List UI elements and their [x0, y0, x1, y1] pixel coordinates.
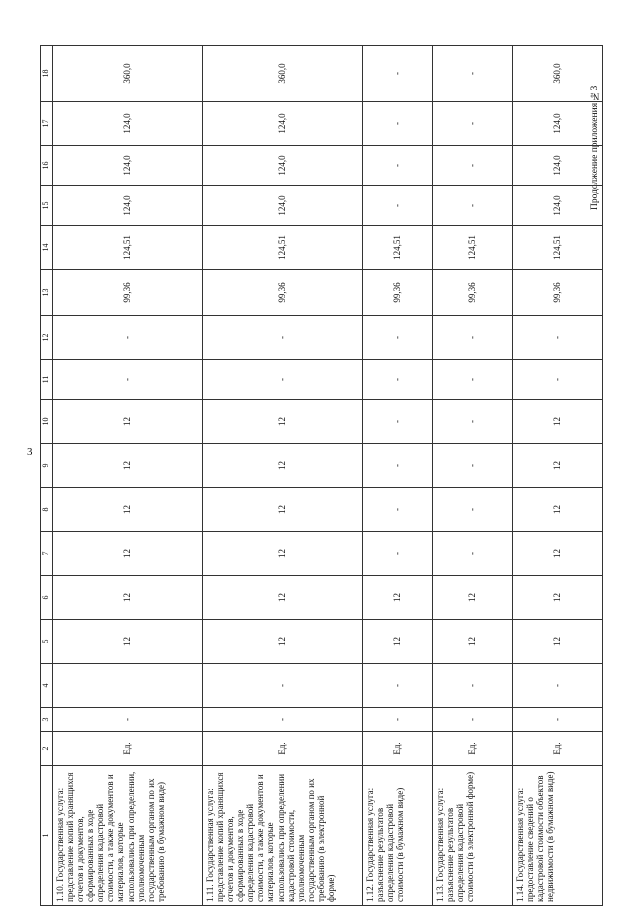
value-cell: 124,0 — [513, 186, 603, 226]
value-cell: 12 — [203, 444, 363, 488]
column-number: 5 — [41, 620, 53, 664]
value-cell: - — [433, 360, 513, 400]
value-cell: 12 — [433, 576, 513, 620]
value-cell: Ед. — [203, 732, 363, 766]
value-cell: - — [53, 360, 203, 400]
value-cell: 99,36 — [363, 270, 433, 316]
value-cell: - — [513, 708, 603, 732]
value-cell: 360,0 — [203, 46, 363, 102]
table-row — [363, 46, 433, 906]
value-cell: 12 — [513, 620, 603, 664]
value-cell: 124,51 — [363, 226, 433, 270]
value-cell: - — [203, 316, 363, 360]
value-cell: Ед. — [513, 732, 603, 766]
column-number: 14 — [41, 226, 53, 270]
value-cell: - — [433, 488, 513, 532]
value-cell: - — [363, 400, 433, 444]
value-cell: - — [433, 444, 513, 488]
value-cell: 360,0 — [53, 46, 203, 102]
value-cell: 12 — [203, 532, 363, 576]
column-number: 13 — [41, 270, 53, 316]
value-cell: - — [203, 664, 363, 708]
column-number: 3 — [41, 708, 53, 732]
services-table — [40, 45, 603, 906]
value-cell: - — [363, 146, 433, 186]
value-cell: - — [363, 488, 433, 532]
column-number: 18 — [41, 46, 53, 102]
rotated-table-wrapper — [40, 46, 600, 906]
value-cell: 12 — [53, 488, 203, 532]
value-cell: Ед. — [53, 732, 203, 766]
value-cell: 12 — [513, 576, 603, 620]
value-cell: 12 — [53, 444, 203, 488]
column-number: 8 — [41, 488, 53, 532]
value-cell: 12 — [363, 576, 433, 620]
column-number: 17 — [41, 102, 53, 146]
value-cell: - — [433, 102, 513, 146]
page-number: 3 — [27, 446, 33, 458]
column-number: 15 — [41, 186, 53, 226]
table-row — [203, 46, 363, 906]
value-cell: - — [203, 360, 363, 400]
value-cell: - — [433, 146, 513, 186]
column-number: 11 — [41, 360, 53, 400]
value-cell: 99,36 — [203, 270, 363, 316]
value-cell: 12 — [433, 620, 513, 664]
column-number: 16 — [41, 146, 53, 186]
value-cell: Ед. — [433, 732, 513, 766]
value-cell: - — [433, 400, 513, 444]
value-cell: - — [363, 360, 433, 400]
column-number: 4 — [41, 664, 53, 708]
value-cell: 124,51 — [513, 226, 603, 270]
value-cell: 124,51 — [203, 226, 363, 270]
value-cell: - — [513, 664, 603, 708]
value-cell: 12 — [513, 444, 603, 488]
value-cell: 12 — [203, 576, 363, 620]
value-cell: - — [363, 664, 433, 708]
value-cell: - — [363, 102, 433, 146]
table-row — [53, 46, 203, 906]
table-row — [433, 46, 513, 906]
value-cell: - — [363, 186, 433, 226]
column-number: 6 — [41, 576, 53, 620]
value-cell: - — [433, 708, 513, 732]
service-name-cell: 1.14. Государственная услуга: предоставление сведений о кадастровой стоимости объектов недвижимости (в бумажном виде) — [513, 766, 603, 906]
value-cell: - — [513, 360, 603, 400]
service-name-cell: 1.10. Государственная услуга: представление копий хранящихся отчетов и документов, сформированных в ходе определения кадастровой стоимости, а также документов и материалов, которые использовались при определении, уполномоченным государственным органом по их требованию (в бумажном виде) — [53, 766, 203, 906]
value-cell: 12 — [53, 400, 203, 444]
value-cell: 360,0 — [513, 46, 603, 102]
value-cell: 12 — [203, 620, 363, 664]
value-cell: - — [433, 532, 513, 576]
value-cell: 12 — [363, 620, 433, 664]
value-cell: 124,51 — [53, 226, 203, 270]
value-cell: Ед. — [363, 732, 433, 766]
value-cell: 12 — [513, 532, 603, 576]
service-name-cell: 1.11. Государственная услуга: представление копий хранящихся отчетов и документов, сформированных в ходе определения кадастровой стоимости, а также документов и материалов, которые использовались при определении кадастровой стоимости, уполномоченным государственным органом по их требованию (в электронной форме) — [203, 766, 363, 906]
value-cell: - — [363, 444, 433, 488]
value-cell: 99,36 — [53, 270, 203, 316]
value-cell: 124,0 — [53, 146, 203, 186]
value-cell: - — [433, 664, 513, 708]
value-cell: - — [203, 708, 363, 732]
value-cell: 124,0 — [513, 102, 603, 146]
value-cell: - — [433, 316, 513, 360]
value-cell: 124,0 — [513, 146, 603, 186]
column-number: 7 — [41, 532, 53, 576]
value-cell: 12 — [513, 400, 603, 444]
value-cell — [53, 664, 203, 708]
value-cell: - — [363, 532, 433, 576]
value-cell: 124,0 — [203, 186, 363, 226]
value-cell: 124,0 — [203, 146, 363, 186]
column-number: 2 — [41, 732, 53, 766]
value-cell: 12 — [203, 488, 363, 532]
column-number-row — [41, 46, 53, 906]
value-cell: 124,0 — [53, 186, 203, 226]
column-number: 10 — [41, 400, 53, 444]
value-cell: 99,36 — [513, 270, 603, 316]
table-body — [41, 46, 603, 906]
service-name-cell: 1.12. Государственная услуга: разъяснение результатов определения кадастровой стоимости (в бумажном виде) — [363, 766, 433, 906]
value-cell: - — [433, 46, 513, 102]
value-cell: - — [363, 46, 433, 102]
value-cell: 99,36 — [433, 270, 513, 316]
value-cell: 124,0 — [53, 102, 203, 146]
value-cell: - — [53, 316, 203, 360]
column-number: 12 — [41, 316, 53, 360]
value-cell: 124,0 — [203, 102, 363, 146]
value-cell: 12 — [53, 576, 203, 620]
value-cell: - — [53, 708, 203, 732]
value-cell: 12 — [53, 532, 203, 576]
value-cell: 12 — [513, 488, 603, 532]
value-cell: 124,51 — [433, 226, 513, 270]
value-cell: 12 — [203, 400, 363, 444]
column-number: 1 — [41, 766, 53, 906]
value-cell: - — [363, 708, 433, 732]
value-cell: 12 — [53, 620, 203, 664]
column-number: 9 — [41, 444, 53, 488]
service-name-cell: 1.13. Государственная услуга: разъяснение результатов определения кадастровой стоимости (в электронной форме) — [433, 766, 513, 906]
appendix-label: Продолжение приложения №3 — [590, 85, 600, 210]
table-row — [513, 46, 603, 906]
value-cell: - — [363, 316, 433, 360]
value-cell: - — [433, 186, 513, 226]
value-cell: - — [513, 316, 603, 360]
